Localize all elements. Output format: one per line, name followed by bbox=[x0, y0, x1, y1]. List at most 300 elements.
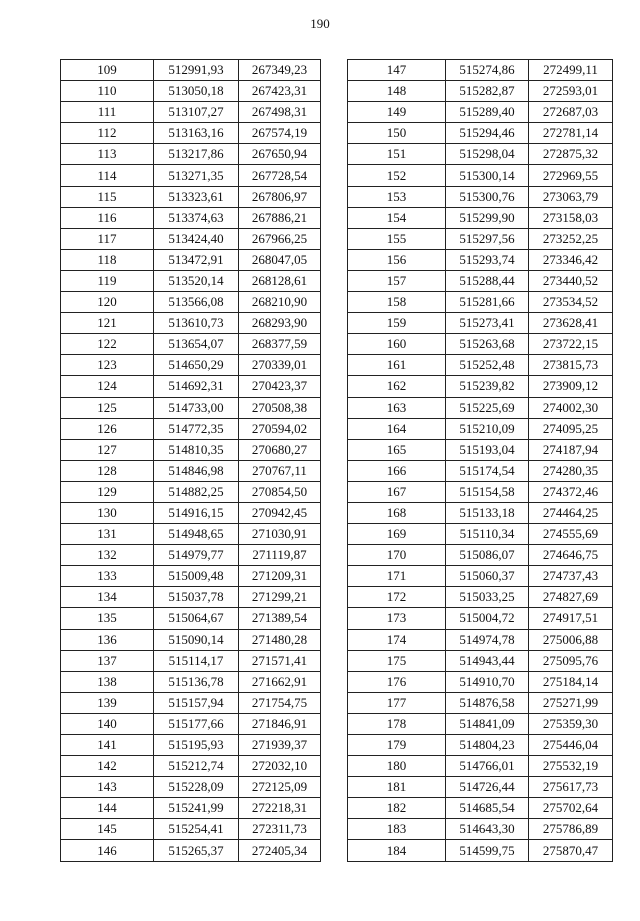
x-coordinate-cell: 515210,09 bbox=[446, 418, 529, 439]
x-coordinate-cell: 515064,67 bbox=[154, 608, 239, 629]
y-coordinate-cell: 268377,59 bbox=[239, 334, 321, 355]
x-coordinate-cell: 513472,91 bbox=[154, 249, 239, 270]
y-coordinate-cell: 272218,31 bbox=[239, 798, 321, 819]
y-coordinate-cell: 273252,25 bbox=[529, 228, 613, 249]
x-coordinate-cell: 514979,77 bbox=[154, 545, 239, 566]
x-coordinate-cell: 515037,78 bbox=[154, 587, 239, 608]
table-row bbox=[348, 819, 613, 840]
table-row bbox=[348, 186, 613, 207]
table-row bbox=[348, 671, 613, 692]
x-coordinate-cell: 513374,63 bbox=[154, 207, 239, 228]
table-row bbox=[61, 629, 321, 650]
table-row bbox=[348, 481, 613, 502]
y-coordinate-cell: 272499,11 bbox=[529, 60, 613, 81]
point-number-cell: 156 bbox=[348, 249, 446, 270]
y-coordinate-cell: 274095,25 bbox=[529, 418, 613, 439]
x-coordinate-cell: 515133,18 bbox=[446, 502, 529, 523]
point-number-cell: 154 bbox=[348, 207, 446, 228]
x-coordinate-cell: 515009,48 bbox=[154, 566, 239, 587]
x-coordinate-cell: 515300,76 bbox=[446, 186, 529, 207]
point-number-cell: 172 bbox=[348, 587, 446, 608]
point-number-cell: 182 bbox=[348, 798, 446, 819]
table-row bbox=[61, 756, 321, 777]
y-coordinate-cell: 272311,73 bbox=[239, 819, 321, 840]
point-number-cell: 178 bbox=[348, 713, 446, 734]
table-row bbox=[348, 81, 613, 102]
point-number-cell: 181 bbox=[348, 777, 446, 798]
y-coordinate-cell: 270423,37 bbox=[239, 376, 321, 397]
y-coordinate-cell: 271119,87 bbox=[239, 545, 321, 566]
x-coordinate-cell: 513107,27 bbox=[154, 102, 239, 123]
x-coordinate-cell: 513163,16 bbox=[154, 123, 239, 144]
y-coordinate-cell: 272032,10 bbox=[239, 756, 321, 777]
y-coordinate-cell: 274646,75 bbox=[529, 545, 613, 566]
y-coordinate-cell: 267574,19 bbox=[239, 123, 321, 144]
table-row bbox=[348, 123, 613, 144]
x-coordinate-cell: 515265,37 bbox=[154, 840, 239, 861]
x-coordinate-cell: 515282,87 bbox=[446, 81, 529, 102]
point-number-cell: 176 bbox=[348, 671, 446, 692]
point-number-cell: 127 bbox=[61, 439, 154, 460]
point-number-cell: 145 bbox=[61, 819, 154, 840]
table-row bbox=[61, 144, 321, 165]
point-number-cell: 155 bbox=[348, 228, 446, 249]
y-coordinate-cell: 274187,94 bbox=[529, 439, 613, 460]
table-row bbox=[61, 186, 321, 207]
point-number-cell: 143 bbox=[61, 777, 154, 798]
x-coordinate-cell: 514916,15 bbox=[154, 502, 239, 523]
x-coordinate-cell: 515252,48 bbox=[446, 355, 529, 376]
y-coordinate-cell: 275532,19 bbox=[529, 756, 613, 777]
table-row bbox=[348, 629, 613, 650]
point-number-cell: 135 bbox=[61, 608, 154, 629]
y-coordinate-cell: 270680,27 bbox=[239, 439, 321, 460]
x-coordinate-cell: 515274,86 bbox=[446, 60, 529, 81]
y-coordinate-cell: 268210,90 bbox=[239, 292, 321, 313]
table-row bbox=[348, 777, 613, 798]
point-number-cell: 173 bbox=[348, 608, 446, 629]
y-coordinate-cell: 274372,46 bbox=[529, 481, 613, 502]
x-coordinate-cell: 513271,35 bbox=[154, 165, 239, 186]
table-row bbox=[61, 397, 321, 418]
y-coordinate-cell: 267650,94 bbox=[239, 144, 321, 165]
table-row bbox=[61, 840, 321, 861]
point-number-cell: 117 bbox=[61, 228, 154, 249]
y-coordinate-cell: 273063,79 bbox=[529, 186, 613, 207]
x-coordinate-cell: 514733,00 bbox=[154, 397, 239, 418]
point-number-cell: 160 bbox=[348, 334, 446, 355]
point-number-cell: 153 bbox=[348, 186, 446, 207]
point-number-cell: 110 bbox=[61, 81, 154, 102]
y-coordinate-cell: 274280,35 bbox=[529, 460, 613, 481]
table-row bbox=[61, 418, 321, 439]
table-row bbox=[61, 692, 321, 713]
table-row bbox=[61, 735, 321, 756]
point-number-cell: 136 bbox=[61, 629, 154, 650]
x-coordinate-cell: 515033,25 bbox=[446, 587, 529, 608]
table-row bbox=[61, 439, 321, 460]
x-coordinate-cell: 514974,78 bbox=[446, 629, 529, 650]
table-row bbox=[348, 313, 613, 334]
x-coordinate-cell: 513520,14 bbox=[154, 270, 239, 291]
point-number-cell: 149 bbox=[348, 102, 446, 123]
y-coordinate-cell: 270854,50 bbox=[239, 481, 321, 502]
point-number-cell: 137 bbox=[61, 650, 154, 671]
table-row bbox=[61, 460, 321, 481]
table-row bbox=[348, 545, 613, 566]
table-row bbox=[348, 502, 613, 523]
x-coordinate-cell: 515281,66 bbox=[446, 292, 529, 313]
x-coordinate-cell: 512991,93 bbox=[154, 60, 239, 81]
table-row bbox=[61, 249, 321, 270]
y-coordinate-cell: 273346,42 bbox=[529, 249, 613, 270]
table-row bbox=[348, 735, 613, 756]
y-coordinate-cell: 272687,03 bbox=[529, 102, 613, 123]
point-number-cell: 179 bbox=[348, 735, 446, 756]
point-number-cell: 157 bbox=[348, 270, 446, 291]
y-coordinate-cell: 272593,01 bbox=[529, 81, 613, 102]
y-coordinate-cell: 267806,97 bbox=[239, 186, 321, 207]
x-coordinate-cell: 515212,74 bbox=[154, 756, 239, 777]
y-coordinate-cell: 267886,21 bbox=[239, 207, 321, 228]
x-coordinate-cell: 514804,23 bbox=[446, 735, 529, 756]
point-number-cell: 131 bbox=[61, 524, 154, 545]
x-coordinate-cell: 515157,94 bbox=[154, 692, 239, 713]
table-row bbox=[348, 713, 613, 734]
table-row bbox=[348, 144, 613, 165]
point-number-cell: 164 bbox=[348, 418, 446, 439]
table-row bbox=[348, 376, 613, 397]
y-coordinate-cell: 274737,43 bbox=[529, 566, 613, 587]
y-coordinate-cell: 274917,51 bbox=[529, 608, 613, 629]
x-coordinate-cell: 513654,07 bbox=[154, 334, 239, 355]
point-number-cell: 129 bbox=[61, 481, 154, 502]
x-coordinate-cell: 515195,93 bbox=[154, 735, 239, 756]
x-coordinate-cell: 515298,04 bbox=[446, 144, 529, 165]
point-number-cell: 119 bbox=[61, 270, 154, 291]
table-row bbox=[348, 524, 613, 545]
y-coordinate-cell: 271299,21 bbox=[239, 587, 321, 608]
x-coordinate-cell: 515177,66 bbox=[154, 713, 239, 734]
point-number-cell: 130 bbox=[61, 502, 154, 523]
y-coordinate-cell: 274002,30 bbox=[529, 397, 613, 418]
x-coordinate-cell: 514882,25 bbox=[154, 481, 239, 502]
y-coordinate-cell: 267498,31 bbox=[239, 102, 321, 123]
x-coordinate-cell: 515288,44 bbox=[446, 270, 529, 291]
x-coordinate-cell: 515154,58 bbox=[446, 481, 529, 502]
y-coordinate-cell: 275359,30 bbox=[529, 713, 613, 734]
table-row bbox=[348, 165, 613, 186]
table-row bbox=[61, 270, 321, 291]
table-row bbox=[348, 207, 613, 228]
y-coordinate-cell: 271846,91 bbox=[239, 713, 321, 734]
table-row bbox=[61, 376, 321, 397]
point-number-cell: 171 bbox=[348, 566, 446, 587]
table-row bbox=[348, 418, 613, 439]
table-row bbox=[61, 566, 321, 587]
y-coordinate-cell: 275870,47 bbox=[529, 840, 613, 861]
x-coordinate-cell: 515239,82 bbox=[446, 376, 529, 397]
table-row bbox=[61, 481, 321, 502]
x-coordinate-cell: 515273,41 bbox=[446, 313, 529, 334]
coordinates-table-right bbox=[347, 59, 613, 862]
table-row bbox=[61, 587, 321, 608]
x-coordinate-cell: 514846,98 bbox=[154, 460, 239, 481]
y-coordinate-cell: 268047,05 bbox=[239, 249, 321, 270]
point-number-cell: 177 bbox=[348, 692, 446, 713]
point-number-cell: 163 bbox=[348, 397, 446, 418]
point-number-cell: 122 bbox=[61, 334, 154, 355]
x-coordinate-cell: 515004,72 bbox=[446, 608, 529, 629]
point-number-cell: 115 bbox=[61, 186, 154, 207]
point-number-cell: 158 bbox=[348, 292, 446, 313]
table-row bbox=[61, 334, 321, 355]
table-row bbox=[61, 819, 321, 840]
y-coordinate-cell: 275184,14 bbox=[529, 671, 613, 692]
point-number-cell: 161 bbox=[348, 355, 446, 376]
x-coordinate-cell: 514692,31 bbox=[154, 376, 239, 397]
table-row bbox=[61, 798, 321, 819]
y-coordinate-cell: 271754,75 bbox=[239, 692, 321, 713]
point-number-cell: 114 bbox=[61, 165, 154, 186]
point-number-cell: 118 bbox=[61, 249, 154, 270]
table-row bbox=[61, 292, 321, 313]
table-row bbox=[348, 798, 613, 819]
x-coordinate-cell: 515086,07 bbox=[446, 545, 529, 566]
point-number-cell: 142 bbox=[61, 756, 154, 777]
table-row bbox=[348, 228, 613, 249]
y-coordinate-cell: 275617,73 bbox=[529, 777, 613, 798]
x-coordinate-cell: 515110,34 bbox=[446, 524, 529, 545]
x-coordinate-cell: 515299,90 bbox=[446, 207, 529, 228]
table-row bbox=[348, 439, 613, 460]
table-row bbox=[348, 397, 613, 418]
x-coordinate-cell: 513050,18 bbox=[154, 81, 239, 102]
y-coordinate-cell: 275786,89 bbox=[529, 819, 613, 840]
y-coordinate-cell: 271939,37 bbox=[239, 735, 321, 756]
x-coordinate-cell: 515297,56 bbox=[446, 228, 529, 249]
y-coordinate-cell: 273628,41 bbox=[529, 313, 613, 334]
coordinates-table-left bbox=[60, 59, 321, 862]
y-coordinate-cell: 271209,31 bbox=[239, 566, 321, 587]
y-coordinate-cell: 270508,38 bbox=[239, 397, 321, 418]
x-coordinate-cell: 514650,29 bbox=[154, 355, 239, 376]
y-coordinate-cell: 273815,73 bbox=[529, 355, 613, 376]
y-coordinate-cell: 271030,91 bbox=[239, 524, 321, 545]
x-coordinate-cell: 515060,37 bbox=[446, 566, 529, 587]
y-coordinate-cell: 275702,64 bbox=[529, 798, 613, 819]
point-number-cell: 123 bbox=[61, 355, 154, 376]
x-coordinate-cell: 515193,04 bbox=[446, 439, 529, 460]
table-row bbox=[61, 524, 321, 545]
table-row bbox=[348, 692, 613, 713]
point-number-cell: 150 bbox=[348, 123, 446, 144]
point-number-cell: 168 bbox=[348, 502, 446, 523]
x-coordinate-cell: 514726,44 bbox=[446, 777, 529, 798]
table-row bbox=[61, 650, 321, 671]
point-number-cell: 120 bbox=[61, 292, 154, 313]
y-coordinate-cell: 275006,88 bbox=[529, 629, 613, 650]
y-coordinate-cell: 272125,09 bbox=[239, 777, 321, 798]
point-number-cell: 148 bbox=[348, 81, 446, 102]
point-number-cell: 183 bbox=[348, 819, 446, 840]
x-coordinate-cell: 513610,73 bbox=[154, 313, 239, 334]
point-number-cell: 116 bbox=[61, 207, 154, 228]
point-number-cell: 111 bbox=[61, 102, 154, 123]
table-row bbox=[348, 60, 613, 81]
point-number-cell: 159 bbox=[348, 313, 446, 334]
table-row bbox=[348, 608, 613, 629]
x-coordinate-cell: 514876,58 bbox=[446, 692, 529, 713]
x-coordinate-cell: 513217,86 bbox=[154, 144, 239, 165]
y-coordinate-cell: 273909,12 bbox=[529, 376, 613, 397]
y-coordinate-cell: 272405,34 bbox=[239, 840, 321, 861]
table-row bbox=[61, 165, 321, 186]
table-row bbox=[348, 355, 613, 376]
table-row bbox=[348, 334, 613, 355]
table-row bbox=[348, 566, 613, 587]
table-row bbox=[61, 102, 321, 123]
x-coordinate-cell: 514766,01 bbox=[446, 756, 529, 777]
point-number-cell: 162 bbox=[348, 376, 446, 397]
table-row bbox=[348, 756, 613, 777]
table-row bbox=[61, 777, 321, 798]
point-number-cell: 141 bbox=[61, 735, 154, 756]
table-row bbox=[348, 102, 613, 123]
point-number-cell: 169 bbox=[348, 524, 446, 545]
y-coordinate-cell: 275271,99 bbox=[529, 692, 613, 713]
point-number-cell: 151 bbox=[348, 144, 446, 165]
x-coordinate-cell: 515228,09 bbox=[154, 777, 239, 798]
point-number-cell: 184 bbox=[348, 840, 446, 861]
table-row bbox=[348, 650, 613, 671]
point-number-cell: 174 bbox=[348, 629, 446, 650]
y-coordinate-cell: 270942,45 bbox=[239, 502, 321, 523]
y-coordinate-cell: 268128,61 bbox=[239, 270, 321, 291]
y-coordinate-cell: 270767,11 bbox=[239, 460, 321, 481]
table-row bbox=[61, 81, 321, 102]
x-coordinate-cell: 513323,61 bbox=[154, 186, 239, 207]
x-coordinate-cell: 515289,40 bbox=[446, 102, 529, 123]
table-row bbox=[348, 270, 613, 291]
table-row bbox=[61, 123, 321, 144]
table-row bbox=[61, 228, 321, 249]
table-row bbox=[61, 545, 321, 566]
x-coordinate-cell: 515114,17 bbox=[154, 650, 239, 671]
point-number-cell: 140 bbox=[61, 713, 154, 734]
point-number-cell: 138 bbox=[61, 671, 154, 692]
x-coordinate-cell: 515300,14 bbox=[446, 165, 529, 186]
y-coordinate-cell: 275095,76 bbox=[529, 650, 613, 671]
y-coordinate-cell: 274464,25 bbox=[529, 502, 613, 523]
table-row bbox=[61, 355, 321, 376]
y-coordinate-cell: 270594,02 bbox=[239, 418, 321, 439]
x-coordinate-cell: 514943,44 bbox=[446, 650, 529, 671]
table-row bbox=[348, 840, 613, 861]
y-coordinate-cell: 271480,28 bbox=[239, 629, 321, 650]
table-row bbox=[348, 460, 613, 481]
x-coordinate-cell: 515225,69 bbox=[446, 397, 529, 418]
table-row bbox=[61, 608, 321, 629]
x-coordinate-cell: 515293,74 bbox=[446, 249, 529, 270]
x-coordinate-cell: 515174,54 bbox=[446, 460, 529, 481]
point-number-cell: 147 bbox=[348, 60, 446, 81]
point-number-cell: 144 bbox=[61, 798, 154, 819]
page-number: 190 bbox=[310, 16, 330, 31]
y-coordinate-cell: 273722,15 bbox=[529, 334, 613, 355]
x-coordinate-cell: 515263,68 bbox=[446, 334, 529, 355]
x-coordinate-cell: 513566,08 bbox=[154, 292, 239, 313]
y-coordinate-cell: 272875,32 bbox=[529, 144, 613, 165]
point-number-cell: 175 bbox=[348, 650, 446, 671]
table-row bbox=[348, 249, 613, 270]
x-coordinate-cell: 515136,78 bbox=[154, 671, 239, 692]
point-number-cell: 109 bbox=[61, 60, 154, 81]
x-coordinate-cell: 514810,35 bbox=[154, 439, 239, 460]
y-coordinate-cell: 267423,31 bbox=[239, 81, 321, 102]
y-coordinate-cell: 271389,54 bbox=[239, 608, 321, 629]
point-number-cell: 133 bbox=[61, 566, 154, 587]
point-number-cell: 139 bbox=[61, 692, 154, 713]
table-row bbox=[61, 313, 321, 334]
point-number-cell: 170 bbox=[348, 545, 446, 566]
x-coordinate-cell: 514772,35 bbox=[154, 418, 239, 439]
point-number-cell: 112 bbox=[61, 123, 154, 144]
x-coordinate-cell: 514910,70 bbox=[446, 671, 529, 692]
point-number-cell: 121 bbox=[61, 313, 154, 334]
y-coordinate-cell: 268293,90 bbox=[239, 313, 321, 334]
table-row bbox=[61, 502, 321, 523]
point-number-cell: 124 bbox=[61, 376, 154, 397]
point-number-cell: 152 bbox=[348, 165, 446, 186]
table-row bbox=[348, 292, 613, 313]
x-coordinate-cell: 514685,54 bbox=[446, 798, 529, 819]
table-row bbox=[61, 207, 321, 228]
y-coordinate-cell: 275446,04 bbox=[529, 735, 613, 756]
x-coordinate-cell: 515254,41 bbox=[154, 819, 239, 840]
y-coordinate-cell: 273440,52 bbox=[529, 270, 613, 291]
y-coordinate-cell: 274827,69 bbox=[529, 587, 613, 608]
point-number-cell: 167 bbox=[348, 481, 446, 502]
table-row bbox=[61, 60, 321, 81]
y-coordinate-cell: 273158,03 bbox=[529, 207, 613, 228]
y-coordinate-cell: 271662,91 bbox=[239, 671, 321, 692]
x-coordinate-cell: 514948,65 bbox=[154, 524, 239, 545]
table-row bbox=[61, 713, 321, 734]
point-number-cell: 134 bbox=[61, 587, 154, 608]
y-coordinate-cell: 267728,54 bbox=[239, 165, 321, 186]
table-row bbox=[61, 671, 321, 692]
point-number-cell: 113 bbox=[61, 144, 154, 165]
y-coordinate-cell: 272781,14 bbox=[529, 123, 613, 144]
y-coordinate-cell: 267966,25 bbox=[239, 228, 321, 249]
table-row bbox=[348, 587, 613, 608]
y-coordinate-cell: 272969,55 bbox=[529, 165, 613, 186]
x-coordinate-cell: 515294,46 bbox=[446, 123, 529, 144]
y-coordinate-cell: 271571,41 bbox=[239, 650, 321, 671]
point-number-cell: 180 bbox=[348, 756, 446, 777]
x-coordinate-cell: 515090,14 bbox=[154, 629, 239, 650]
y-coordinate-cell: 274555,69 bbox=[529, 524, 613, 545]
point-number-cell: 166 bbox=[348, 460, 446, 481]
y-coordinate-cell: 267349,23 bbox=[239, 60, 321, 81]
point-number-cell: 126 bbox=[61, 418, 154, 439]
x-coordinate-cell: 514841,09 bbox=[446, 713, 529, 734]
point-number-cell: 125 bbox=[61, 397, 154, 418]
point-number-cell: 146 bbox=[61, 840, 154, 861]
point-number-cell: 132 bbox=[61, 545, 154, 566]
x-coordinate-cell: 515241,99 bbox=[154, 798, 239, 819]
